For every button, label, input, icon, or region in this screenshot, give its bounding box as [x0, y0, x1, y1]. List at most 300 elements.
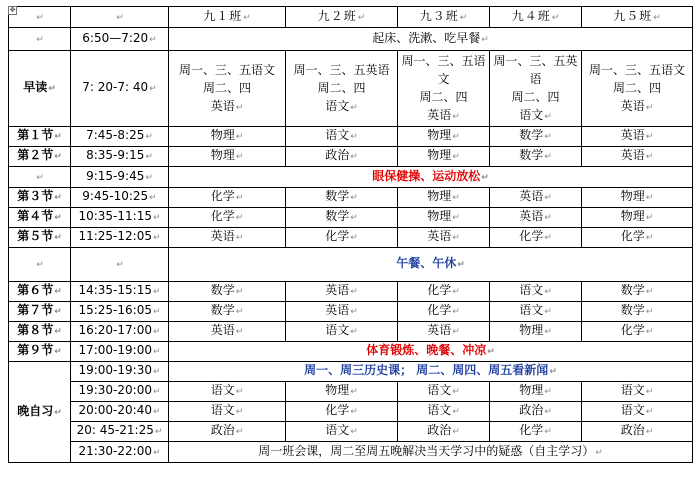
- paragraph-mark-icon: ↵: [544, 327, 552, 337]
- subject-text: 数学: [325, 209, 350, 223]
- subject-cell: [398, 208, 490, 228]
- subject-text: 物理: [519, 323, 544, 337]
- morning-reading-text: 语文: [519, 107, 544, 122]
- period-label-text: 晚自习: [17, 403, 54, 418]
- subject-cell: [398, 228, 490, 248]
- time-cell: [71, 322, 169, 342]
- subject-text: 政治: [325, 148, 350, 162]
- morning-reading-line: [492, 88, 579, 106]
- subject-text: 物理: [427, 189, 452, 203]
- paragraph-mark-icon: ↵: [544, 213, 552, 223]
- period-label: [9, 342, 71, 362]
- empty-time-cell: [71, 248, 169, 282]
- morning-reading-line: [400, 52, 487, 88]
- paragraph-mark-icon: ↵: [350, 427, 358, 437]
- morning-reading-text: 周二、四: [511, 89, 560, 104]
- subject-cell: [582, 322, 693, 342]
- paragraph-mark-icon: ↵: [235, 387, 244, 397]
- subject-text: 语文: [620, 403, 645, 417]
- paragraph-mark-icon: ↵: [645, 287, 654, 297]
- period-label: [9, 127, 71, 147]
- subject-cell: [169, 228, 286, 248]
- subject-text: 语文: [325, 323, 350, 337]
- subject-text: 语文: [519, 283, 544, 297]
- period-label: [9, 322, 71, 342]
- paragraph-mark-icon: ↵: [152, 307, 161, 317]
- paragraph-mark-icon: ↵: [645, 427, 654, 437]
- subject-cell: [286, 208, 398, 228]
- subject-cell: [582, 208, 693, 228]
- subject-text: 英语: [427, 323, 452, 337]
- paragraph-mark-icon: ↵: [645, 327, 654, 337]
- paragraph-mark-icon: ↵: [54, 233, 62, 243]
- subject-text: 英语: [325, 303, 350, 317]
- paragraph-mark-icon: ↵: [544, 193, 552, 203]
- header-time-cell: [71, 7, 169, 28]
- class-header: [398, 7, 490, 28]
- time-text: 9:45-10:25: [82, 189, 149, 203]
- lunch-row: [9, 248, 693, 282]
- subject-cell: [286, 147, 398, 167]
- paragraph-mark-icon: ↵: [235, 193, 244, 203]
- subject-text: 英语: [519, 209, 544, 223]
- paragraph-mark-icon: ↵: [350, 387, 358, 397]
- subject-cell: [398, 402, 490, 422]
- time-cell: [71, 28, 169, 51]
- subject-text: 数学: [620, 303, 645, 317]
- subject-text: 政治: [519, 403, 544, 417]
- paragraph-mark-icon: ↵: [152, 367, 161, 377]
- class-header: [286, 7, 398, 28]
- paragraph-mark-icon: ↵: [595, 447, 603, 458]
- subject-text: 数学: [620, 283, 645, 297]
- morning-reading-line: [171, 79, 283, 97]
- subject-cell: [169, 127, 286, 147]
- subject-text: 英语: [325, 283, 350, 297]
- p3-row: [9, 188, 693, 208]
- subject-cell: [398, 382, 490, 402]
- p9-row: [9, 342, 693, 362]
- subject-cell: [169, 188, 286, 208]
- subject-text: 英语: [519, 189, 544, 203]
- empty-label-cell: [9, 167, 71, 188]
- evening-slot-row: [9, 402, 693, 422]
- paragraph-mark-icon: ↵: [452, 152, 460, 162]
- subject-text: 英语: [620, 148, 645, 162]
- p8-row: [9, 322, 693, 342]
- paragraph-mark-icon: ↵: [459, 12, 468, 23]
- subject-text: 物理: [620, 189, 645, 203]
- class-schedule-table: [8, 6, 693, 463]
- morning-reading-text: 周一、三、五英语: [293, 62, 390, 77]
- paragraph-mark-icon: ↵: [152, 233, 161, 243]
- period-label: [9, 228, 71, 248]
- morning-reading-text: 周一、三、五英语: [493, 53, 578, 86]
- morning-reading-line: [584, 61, 690, 79]
- paragraph-mark-icon: ↵: [36, 12, 44, 23]
- paragraph-mark-icon: ↵: [452, 327, 460, 337]
- subject-text: 语文: [519, 303, 544, 317]
- paragraph-mark-icon: ↵: [235, 213, 244, 223]
- period-label-text: 早读: [23, 80, 48, 94]
- subject-cell: [582, 188, 693, 208]
- paragraph-mark-icon: ↵: [350, 132, 358, 142]
- subject-cell: [490, 188, 582, 208]
- class-name: 九１班: [203, 8, 243, 23]
- paragraph-mark-icon: ↵: [452, 407, 460, 417]
- paragraph-mark-icon: ↵: [544, 152, 552, 162]
- time-cell: [71, 402, 169, 422]
- paragraph-mark-icon: ↵: [457, 260, 465, 270]
- morning-reading-cell: [582, 51, 693, 127]
- class-name: 九２班: [317, 8, 357, 23]
- subject-cell: [582, 402, 693, 422]
- paragraph-mark-icon: ↵: [54, 347, 62, 357]
- paragraph-mark-icon: ↵: [645, 132, 654, 142]
- subject-text: 语文: [325, 128, 350, 142]
- subject-text: 物理: [427, 148, 452, 162]
- activity-cell: [169, 167, 693, 188]
- period-label: [9, 188, 71, 208]
- time-text: 14:35-15:15: [78, 283, 152, 297]
- period-label-text: 第４节: [17, 209, 54, 223]
- paragraph-mark-icon: ↵: [243, 12, 251, 23]
- subject-cell: [490, 228, 582, 248]
- eye-exercise-row: [9, 167, 693, 188]
- class-header: [169, 7, 286, 28]
- time-cell: [71, 442, 169, 463]
- activity-text: 眼保健操、运动放松: [372, 168, 481, 183]
- subject-text: 英语: [620, 128, 645, 142]
- morning-reading-row: [9, 51, 693, 127]
- subject-text: 化学: [325, 403, 350, 417]
- time-cell: [71, 228, 169, 248]
- paragraph-mark-icon: ↵: [452, 193, 460, 203]
- morning-reading-text: 英语: [620, 98, 645, 113]
- subject-text: 英语: [210, 229, 235, 243]
- paragraph-mark-icon: ↵: [350, 193, 358, 203]
- paragraph-mark-icon: ↵: [544, 111, 552, 122]
- paragraph-mark-icon: ↵: [235, 132, 244, 142]
- paragraph-mark-icon: ↵: [452, 132, 460, 142]
- evening-slot-row: [9, 422, 693, 442]
- subject-cell: [169, 147, 286, 167]
- evening-news-row: [9, 362, 693, 382]
- paragraph-mark-icon: ↵: [235, 233, 244, 243]
- subject-text: 语文: [427, 383, 452, 397]
- paragraph-mark-icon: ↵: [149, 84, 157, 94]
- subject-text: 化学: [620, 323, 645, 337]
- subject-cell: [582, 147, 693, 167]
- period-label: [9, 51, 71, 127]
- time-text: 10:35-11:15: [78, 209, 152, 223]
- paragraph-mark-icon: ↵: [544, 427, 552, 437]
- paragraph-mark-icon: ↵: [452, 307, 460, 317]
- paragraph-mark-icon: ↵: [154, 427, 163, 437]
- paragraph-mark-icon: ↵: [152, 387, 161, 397]
- subject-cell: [286, 402, 398, 422]
- period-label-text: 第６节: [17, 283, 54, 297]
- subject-text: 化学: [325, 229, 350, 243]
- subject-cell: [582, 302, 693, 322]
- time-cell: [71, 422, 169, 442]
- morning-reading-line: [584, 79, 690, 97]
- paragraph-mark-icon: ↵: [551, 12, 560, 23]
- activity-text: 周一班会课，周二至周五晚解决当天学习中的疑惑（自主学习）: [258, 443, 595, 458]
- activity-text: 午餐、午休: [396, 256, 457, 270]
- morning-reading-line: [400, 88, 487, 106]
- empty-label-cell: [9, 248, 71, 282]
- subject-text: 化学: [519, 229, 544, 243]
- paragraph-mark-icon: ↵: [235, 102, 244, 113]
- paragraph-mark-icon: ↵: [350, 327, 358, 337]
- subject-text: 数学: [325, 189, 350, 203]
- activity-text: 周一、周三历史课； 周二、周四、周五看新闻: [304, 363, 549, 377]
- subject-cell: [398, 147, 490, 167]
- header-row: [9, 7, 693, 28]
- morning-reading-line: [288, 79, 395, 97]
- subject-text: 化学: [427, 283, 452, 297]
- paragraph-mark-icon: ↵: [452, 387, 460, 397]
- morning-reading-line: [171, 61, 283, 79]
- time-cell: [71, 51, 169, 127]
- activity-cell: [169, 342, 693, 362]
- morning-reading-line: [584, 97, 690, 117]
- paragraph-mark-icon: ↵: [645, 193, 654, 203]
- time-text: 7:45-8:25: [86, 128, 145, 142]
- subject-text: 物理: [210, 128, 235, 142]
- subject-cell: [582, 282, 693, 302]
- paragraph-mark-icon: ↵: [544, 407, 552, 417]
- morning-reading-line: [288, 97, 395, 117]
- morning-reading-text: 英语: [210, 98, 235, 113]
- subject-cell: [398, 322, 490, 342]
- time-cell: [71, 342, 169, 362]
- subject-text: 政治: [210, 423, 235, 437]
- paragraph-mark-icon: ↵: [54, 287, 62, 297]
- table-move-handle-icon[interactable]: ✥: [9, 6, 16, 14]
- subject-cell: [286, 127, 398, 147]
- period-label-text: 第１节: [17, 128, 54, 142]
- p1-row: [9, 127, 693, 147]
- activity-text: 体育锻炼、晚餐、冲凉: [366, 343, 487, 357]
- paragraph-mark-icon: ↵: [481, 172, 489, 183]
- subject-cell: [490, 322, 582, 342]
- subject-cell: [169, 208, 286, 228]
- period-label-text: 第５节: [17, 229, 54, 243]
- subject-cell: [582, 127, 693, 147]
- paragraph-mark-icon: ↵: [116, 12, 124, 23]
- paragraph-mark-icon: ↵: [350, 287, 358, 297]
- morning-reading-cell: [169, 51, 286, 127]
- paragraph-mark-icon: ↵: [54, 132, 62, 142]
- wake-row: [9, 28, 693, 51]
- paragraph-mark-icon: ↵: [544, 233, 552, 243]
- subject-text: 语文: [210, 403, 235, 417]
- subject-text: 化学: [210, 189, 235, 203]
- subject-cell: [286, 382, 398, 402]
- paragraph-mark-icon: ↵: [452, 111, 460, 122]
- paragraph-mark-icon: ↵: [235, 152, 244, 162]
- morning-reading-cell: [286, 51, 398, 127]
- morning-reading-text: 周一、三、五语文: [588, 62, 685, 77]
- subject-text: 物理: [427, 128, 452, 142]
- time-text: 19:00-19:30: [78, 363, 152, 377]
- morning-reading-cell: [398, 51, 490, 127]
- period-label: [9, 208, 71, 228]
- subject-text: 化学: [210, 209, 235, 223]
- subject-text: 数学: [519, 148, 544, 162]
- morning-reading-text: 周二、四: [419, 89, 468, 104]
- paragraph-mark-icon: ↵: [645, 213, 654, 223]
- time-text: 7: 20-7: 40: [82, 80, 149, 94]
- paragraph-mark-icon: ↵: [350, 307, 358, 317]
- subject-text: 物理: [325, 383, 350, 397]
- class-name: 九３班: [419, 8, 459, 23]
- subject-cell: [286, 228, 398, 248]
- period-label-text: 第９节: [17, 343, 54, 357]
- paragraph-mark-icon: ↵: [152, 347, 161, 357]
- schedule-page: [8, 6, 692, 463]
- period-label-text: 第３节: [17, 189, 54, 203]
- empty-label-cell: [9, 28, 71, 51]
- time-text: 16:20-17:00: [78, 323, 152, 337]
- subject-cell: [286, 422, 398, 442]
- time-text: 6:50—7:20: [82, 30, 149, 45]
- paragraph-mark-icon: ↵: [350, 213, 358, 223]
- subject-text: 物理: [210, 148, 235, 162]
- subject-text: 数学: [210, 303, 235, 317]
- time-cell: [71, 188, 169, 208]
- paragraph-mark-icon: ↵: [235, 307, 244, 317]
- paragraph-mark-icon: ↵: [152, 407, 161, 417]
- class-header: [490, 7, 582, 28]
- paragraph-mark-icon: ↵: [54, 327, 62, 337]
- activity-cell: [169, 362, 693, 382]
- subject-text: 英语: [427, 229, 452, 243]
- morning-reading-line: [492, 52, 579, 88]
- morning-reading-line: [400, 106, 487, 126]
- subject-text: 语文: [620, 383, 645, 397]
- morning-reading-text: 周二、四: [317, 80, 366, 95]
- subject-cell: [398, 302, 490, 322]
- morning-reading-line: [492, 106, 579, 126]
- time-text: 20: 45-21:25: [76, 423, 154, 437]
- paragraph-mark-icon: ↵: [544, 387, 552, 397]
- subject-cell: [169, 322, 286, 342]
- morning-reading-text: 周二、四: [202, 80, 251, 95]
- activity-cell: [169, 248, 693, 282]
- morning-reading-text: 周一、三、五语文: [178, 62, 275, 77]
- paragraph-mark-icon: ↵: [452, 427, 460, 437]
- subject-cell: [169, 402, 286, 422]
- paragraph-mark-icon: ↵: [653, 12, 661, 23]
- paragraph-mark-icon: ↵: [54, 407, 62, 418]
- subject-cell: [490, 382, 582, 402]
- subject-cell: [582, 382, 693, 402]
- subject-text: 化学: [427, 303, 452, 317]
- paragraph-mark-icon: ↵: [544, 287, 552, 297]
- paragraph-mark-icon: ↵: [645, 387, 654, 397]
- p7-row: [9, 302, 693, 322]
- paragraph-mark-icon: ↵: [116, 260, 124, 270]
- subject-text: 英语: [210, 323, 235, 337]
- time-text: 15:25-16:05: [78, 303, 152, 317]
- paragraph-mark-icon: ↵: [645, 152, 654, 162]
- evening-slot-row: [9, 382, 693, 402]
- period-label: [9, 302, 71, 322]
- morning-reading-text: 周一、三、五语文: [401, 53, 486, 86]
- subject-cell: [490, 422, 582, 442]
- p5-row: [9, 228, 693, 248]
- period-label: [9, 362, 71, 463]
- subject-text: 语文: [325, 423, 350, 437]
- paragraph-mark-icon: ↵: [152, 327, 161, 337]
- subject-cell: [286, 302, 398, 322]
- subject-text: 化学: [519, 423, 544, 437]
- subject-text: 语文: [427, 403, 452, 417]
- subject-cell: [490, 208, 582, 228]
- paragraph-mark-icon: ↵: [54, 213, 62, 223]
- subject-text: 物理: [519, 383, 544, 397]
- paragraph-mark-icon: ↵: [452, 233, 460, 243]
- time-text: 8:35-9:15: [86, 148, 145, 162]
- subject-text: 化学: [620, 229, 645, 243]
- subject-text: 政治: [427, 423, 452, 437]
- subject-cell: [398, 127, 490, 147]
- subject-cell: [286, 188, 398, 208]
- paragraph-mark-icon: ↵: [149, 34, 157, 45]
- paragraph-mark-icon: ↵: [544, 132, 552, 142]
- period-label-text: 第２节: [17, 148, 54, 162]
- morning-reading-line: [171, 97, 283, 117]
- paragraph-mark-icon: ↵: [54, 152, 62, 162]
- subject-cell: [398, 282, 490, 302]
- class-header: [582, 7, 693, 28]
- period-label-text: 第７节: [17, 303, 54, 317]
- paragraph-mark-icon: ↵: [235, 407, 244, 417]
- header-corner-cell: [9, 7, 71, 28]
- paragraph-mark-icon: ↵: [235, 287, 244, 297]
- class-name: 九５班: [613, 8, 653, 23]
- morning-reading-line: [288, 61, 395, 79]
- paragraph-mark-icon: ↵: [36, 260, 44, 270]
- paragraph-mark-icon: ↵: [549, 367, 557, 377]
- subject-cell: [286, 322, 398, 342]
- p6-row: [9, 282, 693, 302]
- subject-cell: [490, 402, 582, 422]
- time-text: 11:25-12:05: [78, 229, 152, 243]
- paragraph-mark-icon: ↵: [350, 102, 358, 113]
- paragraph-mark-icon: ↵: [152, 287, 161, 297]
- morning-reading-text: 英语: [427, 107, 452, 122]
- time-cell: [71, 382, 169, 402]
- subject-text: 数学: [210, 283, 235, 297]
- morning-reading-text: 周二、四: [612, 80, 661, 95]
- paragraph-mark-icon: ↵: [152, 213, 161, 223]
- paragraph-mark-icon: ↵: [350, 152, 358, 162]
- paragraph-mark-icon: ↵: [235, 327, 244, 337]
- paragraph-mark-icon: ↵: [487, 347, 495, 357]
- time-cell: [71, 302, 169, 322]
- paragraph-mark-icon: ↵: [145, 172, 153, 183]
- subject-cell: [490, 147, 582, 167]
- time-text: 19:30-20:00: [78, 383, 152, 397]
- paragraph-mark-icon: ↵: [452, 213, 460, 223]
- paragraph-mark-icon: ↵: [452, 287, 460, 297]
- subject-cell: [490, 282, 582, 302]
- subject-text: 语文: [210, 383, 235, 397]
